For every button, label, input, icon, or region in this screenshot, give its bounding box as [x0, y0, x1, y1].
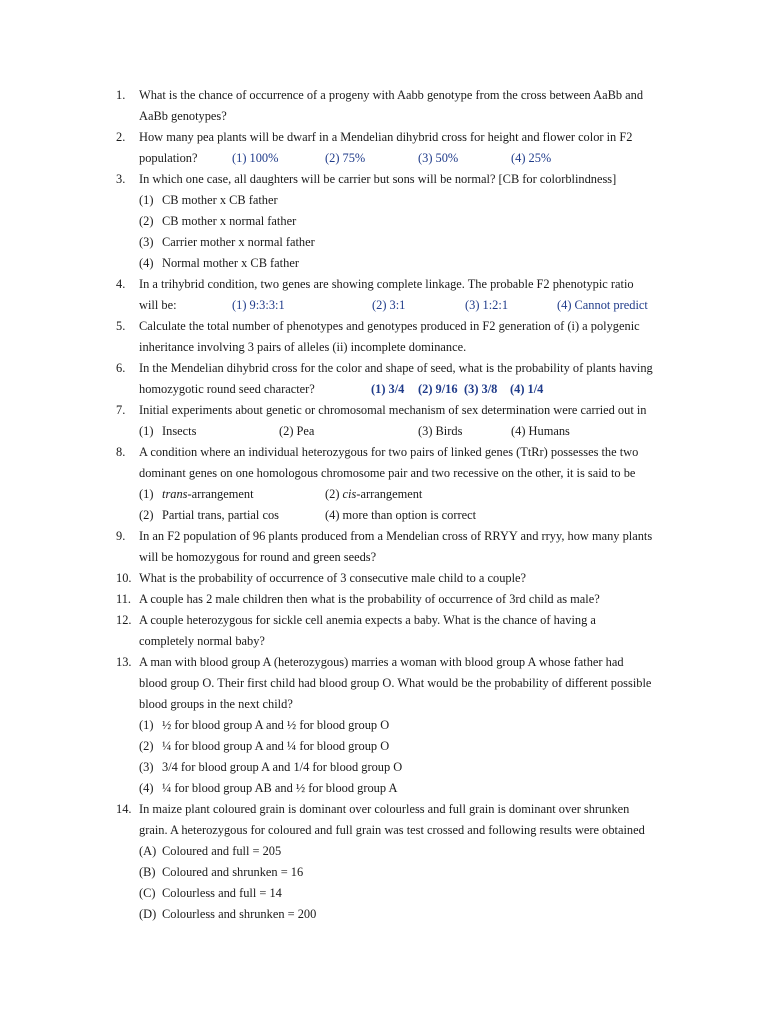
- question-text: AaBb genotypes?: [139, 109, 227, 123]
- answer-option: (1) 9:3:3:1: [232, 298, 285, 312]
- option-label: (1): [139, 424, 154, 438]
- question-text: A couple has 2 male children then what is the probability of occurrence of 3rd child as male?: [139, 592, 600, 606]
- option-label: (1): [139, 718, 154, 732]
- option-label: (B): [139, 865, 156, 879]
- option-text: Insects: [162, 424, 197, 438]
- answer-option: (1) 100%: [232, 151, 279, 165]
- option-label: (1): [139, 487, 154, 501]
- option-text: (4) more than option is correct: [325, 508, 477, 522]
- answer-option: (2) 3:1: [372, 298, 406, 312]
- option-text: (3) Birds: [418, 424, 463, 438]
- option-label: (A): [139, 844, 157, 858]
- option-label: (4): [139, 781, 154, 795]
- option-suffix: -arrangement: [356, 487, 423, 501]
- question-text: inheritance involving 3 pairs of alleles (ii) incomplete dominance.: [139, 340, 467, 354]
- question-number: 6.: [116, 361, 126, 375]
- option-label: (2): [139, 508, 154, 522]
- question-number: 1.: [116, 88, 126, 102]
- option-text: 3/4 for blood group A and 1/4 for blood group O: [162, 760, 403, 774]
- option-prefix: (2): [325, 487, 343, 501]
- question-text: completely normal baby?: [139, 634, 265, 648]
- question-number: 7.: [116, 403, 126, 417]
- question-text: blood group O. Their first child had blood group O. What would be the probability of different possible: [139, 676, 652, 690]
- question-number: 14.: [116, 802, 132, 816]
- option-label: (2): [139, 214, 154, 228]
- answer-option: (3) 1:2:1: [465, 298, 509, 312]
- question-number: 4.: [116, 277, 126, 291]
- question-text: grain. A heterozygous for coloured and full grain was test crossed and following results were obtained: [139, 823, 645, 837]
- option-text: Colourless and shrunken = 200: [162, 907, 317, 921]
- question-number: 11.: [116, 592, 132, 606]
- question-number: 10.: [116, 571, 132, 585]
- option-text: Colourless and full = 14: [162, 886, 282, 900]
- question-number: 12.: [116, 613, 132, 627]
- answer-option: (3) 3/8: [464, 382, 498, 396]
- question-text: blood groups in the next child?: [139, 697, 293, 711]
- answer-option: (2) 75%: [325, 151, 366, 165]
- option-label: (2): [139, 739, 154, 753]
- option-text: (2) Pea: [279, 424, 315, 438]
- question-text: In the Mendelian dihybrid cross for the color and shape of seed, what is the probability of plants having: [139, 361, 653, 375]
- option-label: (1): [139, 193, 154, 207]
- question-number: 9.: [116, 529, 126, 543]
- question-text: will be homozygous for round and green seeds?: [139, 550, 377, 564]
- question-text: population?: [139, 151, 198, 165]
- option-text: CB mother x normal father: [162, 214, 297, 228]
- answer-option: (3) 50%: [418, 151, 459, 165]
- option-suffix: -arrangement: [187, 487, 254, 501]
- option-label: (D): [139, 907, 157, 921]
- question-text: dominant genes on one homologous chromosome pair and two recessive on the other, it is said to be: [139, 466, 636, 480]
- question-text: In an F2 population of 96 plants produced from a Mendelian cross of RRYY and rryy, how many plants: [139, 529, 653, 543]
- question-text: Initial experiments about genetic or chromosomal mechanism of sex determination were carried out in: [139, 403, 647, 417]
- question-text: In a trihybrid condition, two genes are showing complete linkage. The probable F2 phenotypic ratio: [139, 277, 634, 291]
- question-text: What is the chance of occurrence of a progeny with Aabb genotype from the cross between AaBb and: [139, 88, 644, 102]
- question-text: In maize plant coloured grain is dominant over colourless and full grain is dominant over shrunken: [139, 802, 630, 816]
- question-number: 8.: [116, 445, 126, 459]
- question-text: A condition where an individual heterozygous for two pairs of linked genes (TtRr) possesses the two: [139, 445, 639, 459]
- option-text: CB mother x CB father: [162, 193, 278, 207]
- option-text: [162, 486, 254, 502]
- option-italic: cis: [342, 487, 357, 501]
- option-label: (4): [139, 256, 154, 270]
- question-number: 2.: [116, 130, 126, 144]
- option-text: Coloured and shrunken = 16: [162, 865, 304, 879]
- option-text: [325, 486, 422, 502]
- option-text: Normal mother x CB father: [162, 256, 299, 270]
- question-text: homozygotic round seed character?: [139, 382, 315, 396]
- question-text: A couple heterozygous for sickle cell anemia expects a baby. What is the chance of having a: [139, 613, 596, 627]
- question-number: 5.: [116, 319, 126, 333]
- answer-option: (2) 9/16: [418, 382, 458, 396]
- question-text: Calculate the total number of phenotypes and genotypes produced in F2 generation of (i) a polygenic: [139, 319, 640, 333]
- question-text: A man with blood group A (heterozygous) marries a woman with blood group A whose father had: [139, 655, 624, 669]
- answer-option: (4) 1/4: [510, 382, 544, 396]
- option-text: Partial trans, partial cos: [162, 508, 279, 522]
- question-text: In which one case, all daughters will be carrier but sons will be normal? [CB for colorblindness]: [139, 172, 617, 186]
- question-text: will be:: [139, 298, 177, 312]
- option-text: ½ for blood group A and ½ for blood group O: [162, 718, 390, 732]
- option-text: ¼ for blood group A and ¼ for blood group O: [162, 739, 390, 753]
- question-text: What is the probability of occurrence of 3 consecutive male child to a couple?: [139, 571, 527, 585]
- option-italic: trans: [162, 487, 188, 501]
- question-text: How many pea plants will be dwarf in a Mendelian dihybrid cross for height and flower color in F2: [139, 130, 633, 144]
- answer-option: (4) Cannot predict: [557, 298, 648, 312]
- answer-option: (1) 3/4: [371, 382, 405, 396]
- option-label: (3): [139, 235, 154, 249]
- option-label: (C): [139, 886, 156, 900]
- option-text: ¼ for blood group AB and ½ for blood group A: [162, 781, 398, 795]
- option-text: (4) Humans: [511, 424, 570, 438]
- answer-option: (4) 25%: [511, 151, 552, 165]
- option-label: (3): [139, 760, 154, 774]
- question-number: 13.: [116, 655, 132, 669]
- question-number: 3.: [116, 172, 126, 186]
- option-text: Coloured and full = 205: [162, 844, 282, 858]
- option-text: Carrier mother x normal father: [162, 235, 315, 249]
